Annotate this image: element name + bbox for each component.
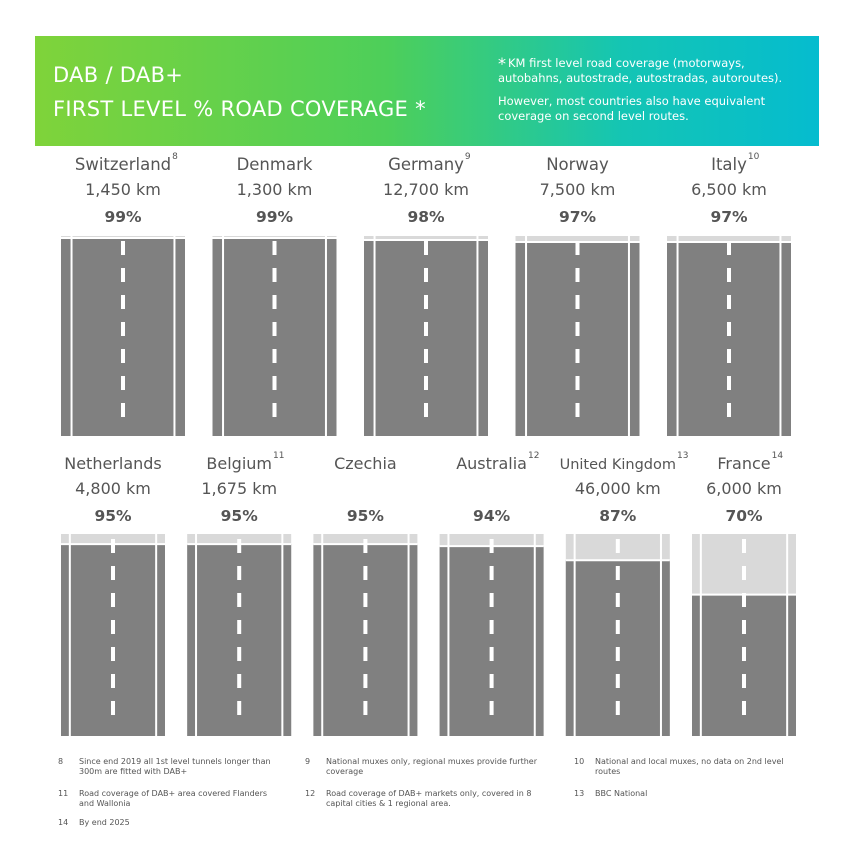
footnote-ref-germany: 9 xyxy=(464,152,471,162)
road-length-switzerland: 1,450 km xyxy=(85,180,161,199)
coverage-label-czechia: 95% xyxy=(346,507,384,525)
coverage-label-australia: 94% xyxy=(473,507,511,525)
asterisk-mark: * xyxy=(498,54,506,73)
footnote-text: Road coverage of DAB+ markets only, covered in 8 capital cities & 1 regional area. xyxy=(326,789,532,808)
road-length-netherlands: 4,800 km xyxy=(75,479,151,498)
title-line-2: FIRST LEVEL % ROAD COVERAGE * xyxy=(53,97,426,121)
footnote-text: By end 2025 xyxy=(79,818,130,827)
footnote-ref-france: 14 xyxy=(771,451,784,461)
country-label-switzerland: Switzerland xyxy=(74,155,172,174)
coverage-label-norway: 97% xyxy=(558,208,597,226)
coverage-note-1-text: KM first level road coverage (motorways, autobahns, autostrade, autostradas, autoroutes). xyxy=(498,56,783,85)
coverage-label-switzerland: 99% xyxy=(104,208,142,226)
road-length-norway: 7,500 km xyxy=(539,180,616,199)
footnote-number: 14 xyxy=(58,818,69,827)
footnote-number: 10 xyxy=(574,757,585,766)
road-length-italy: 6,500 km xyxy=(691,180,767,199)
country-label-czechia: Czechia xyxy=(334,454,397,473)
road-length-denmark: 1,300 km xyxy=(236,180,313,199)
footnote-text: National and local muxes, no data on 2nd level routes xyxy=(595,757,784,776)
footnote-text: National muxes only, regional muxes provide further coverage xyxy=(326,757,538,776)
coverage-note-2: However, most countries also have equivalent coverage on second level routes. xyxy=(498,94,766,123)
coverage-label-denmark: 99% xyxy=(255,208,294,226)
footnote-text: Road coverage of DAB+ area covered Flanders and Wallonia xyxy=(79,789,268,808)
coverage-label-netherlands: 95% xyxy=(94,507,132,525)
footnote-ref-australia: 12 xyxy=(527,451,540,461)
coverage-label-belgium: 95% xyxy=(220,507,258,525)
footnote-number: 13 xyxy=(574,789,585,798)
road-length-france: 6,000 km xyxy=(706,479,782,498)
footnote-text: Since end 2019 all 1st level tunnels longer than 300m are fitted with DAB+ xyxy=(79,757,271,776)
road-length-belgium: 1,675 km xyxy=(201,479,278,498)
footnote-number: 12 xyxy=(305,789,316,798)
footnote-ref-united-kingdom: 13 xyxy=(676,451,689,461)
road-length-germany: 12,700 km xyxy=(383,180,469,199)
coverage-label-france: 70% xyxy=(725,507,763,525)
footnote-text: BBC National xyxy=(595,789,648,798)
footnote-number: 11 xyxy=(58,789,69,798)
country-label-germany: Germany xyxy=(388,155,464,174)
country-label-italy: Italy xyxy=(711,155,747,174)
country-label-united-kingdom: United Kingdom xyxy=(559,457,676,473)
coverage-label-united-kingdom: 87% xyxy=(599,507,637,525)
title-line-1: DAB / DAB+ xyxy=(53,63,184,87)
country-label-france: France xyxy=(717,454,771,473)
coverage-label-italy: 97% xyxy=(710,208,748,226)
footnote-ref-belgium: 11 xyxy=(272,451,285,461)
country-label-denmark: Denmark xyxy=(236,155,313,174)
footnote-number: 9 xyxy=(305,757,311,766)
road-length-united-kingdom: 46,000 km xyxy=(574,479,661,498)
footnote-ref-switzerland: 8 xyxy=(172,152,178,162)
country-label-belgium: Belgium xyxy=(206,454,272,473)
coverage-label-germany: 98% xyxy=(407,208,445,226)
footnote-number: 8 xyxy=(58,757,64,766)
country-label-australia: Australia xyxy=(456,454,527,473)
country-label-netherlands: Netherlands xyxy=(64,454,162,473)
country-label-norway: Norway xyxy=(546,155,609,174)
footnote-ref-italy: 10 xyxy=(747,152,760,162)
